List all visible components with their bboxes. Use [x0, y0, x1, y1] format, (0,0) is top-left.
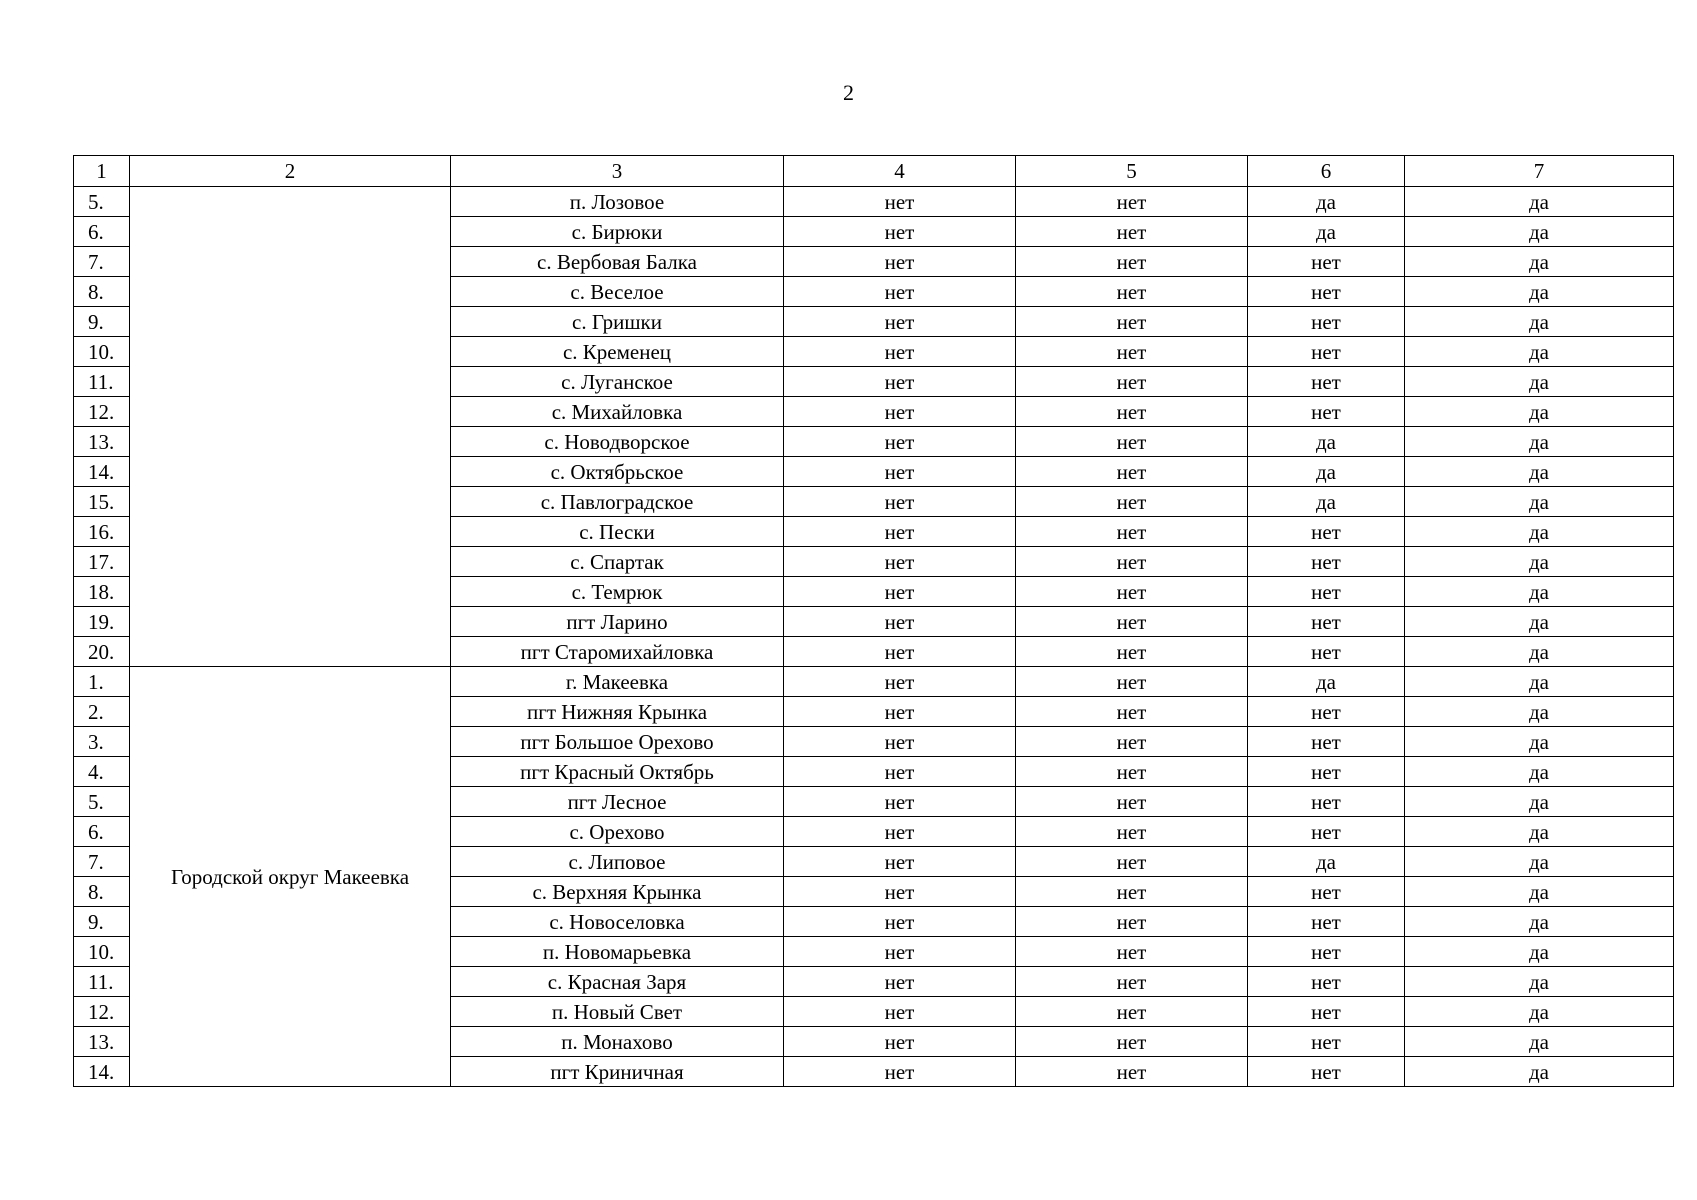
- cell-col-4: нет: [784, 607, 1016, 637]
- cell-col-6: нет: [1248, 307, 1405, 337]
- cell-col-7: да: [1405, 187, 1674, 217]
- cell-col-5: нет: [1016, 427, 1248, 457]
- row-number: 7.: [74, 847, 130, 877]
- cell-col-7: да: [1405, 577, 1674, 607]
- header-cell-5: 5: [1016, 156, 1248, 187]
- cell-col-7: да: [1405, 817, 1674, 847]
- cell-col-5: нет: [1016, 967, 1248, 997]
- row-number: 10.: [74, 937, 130, 967]
- row-number: 1.: [74, 667, 130, 697]
- row-number: 11.: [74, 367, 130, 397]
- cell-col-5: нет: [1016, 217, 1248, 247]
- cell-col-4: нет: [784, 637, 1016, 667]
- cell-col-5: нет: [1016, 337, 1248, 367]
- cell-col-6: нет: [1248, 577, 1405, 607]
- cell-col-7: да: [1405, 757, 1674, 787]
- row-number: 10.: [74, 337, 130, 367]
- row-number: 13.: [74, 427, 130, 457]
- row-number: 9.: [74, 907, 130, 937]
- cell-col-5: нет: [1016, 367, 1248, 397]
- cell-col-4: нет: [784, 697, 1016, 727]
- row-number: 16.: [74, 517, 130, 547]
- settlement-name: с. Пески: [451, 517, 784, 547]
- row-number: 11.: [74, 967, 130, 997]
- cell-col-5: нет: [1016, 247, 1248, 277]
- cell-col-6: нет: [1248, 817, 1405, 847]
- cell-col-4: нет: [784, 217, 1016, 247]
- settlement-name: с. Михайловка: [451, 397, 784, 427]
- cell-col-5: нет: [1016, 877, 1248, 907]
- cell-col-4: нет: [784, 847, 1016, 877]
- cell-col-7: да: [1405, 907, 1674, 937]
- cell-col-5: нет: [1016, 637, 1248, 667]
- row-number: 17.: [74, 547, 130, 577]
- row-number: 6.: [74, 217, 130, 247]
- settlement-name: с. Новоселовка: [451, 907, 784, 937]
- cell-col-4: нет: [784, 547, 1016, 577]
- row-number: 19.: [74, 607, 130, 637]
- row-number: 8.: [74, 877, 130, 907]
- cell-col-6: нет: [1248, 337, 1405, 367]
- settlements-table: [73, 155, 1674, 1087]
- cell-col-6: да: [1248, 187, 1405, 217]
- cell-col-4: нет: [784, 427, 1016, 457]
- cell-col-4: нет: [784, 487, 1016, 517]
- cell-col-7: да: [1405, 457, 1674, 487]
- settlement-name: п. Монахово: [451, 1027, 784, 1057]
- cell-col-7: да: [1405, 217, 1674, 247]
- cell-col-4: нет: [784, 997, 1016, 1027]
- cell-col-4: нет: [784, 757, 1016, 787]
- cell-col-7: да: [1405, 397, 1674, 427]
- row-number: 20.: [74, 637, 130, 667]
- cell-col-6: нет: [1248, 997, 1405, 1027]
- cell-col-4: нет: [784, 277, 1016, 307]
- cell-col-5: нет: [1016, 937, 1248, 967]
- cell-col-4: нет: [784, 667, 1016, 697]
- row-number: 5.: [74, 187, 130, 217]
- header-cell-4: 4: [784, 156, 1016, 187]
- settlement-name: с. Луганское: [451, 367, 784, 397]
- cell-col-6: нет: [1248, 367, 1405, 397]
- row-number: 15.: [74, 487, 130, 517]
- header-cell-7: 7: [1405, 156, 1674, 187]
- cell-col-5: нет: [1016, 1057, 1248, 1087]
- cell-col-6: нет: [1248, 1027, 1405, 1057]
- cell-col-5: нет: [1016, 667, 1248, 697]
- cell-col-7: да: [1405, 967, 1674, 997]
- cell-col-5: нет: [1016, 187, 1248, 217]
- settlement-name: п. Лозовое: [451, 187, 784, 217]
- row-number: 14.: [74, 457, 130, 487]
- table-header: [74, 156, 1674, 187]
- settlement-name: с. Липовое: [451, 847, 784, 877]
- cell-col-5: нет: [1016, 307, 1248, 337]
- cell-col-7: да: [1405, 427, 1674, 457]
- settlement-name: с. Орехово: [451, 817, 784, 847]
- table-row: [74, 667, 1674, 697]
- cell-col-7: да: [1405, 877, 1674, 907]
- settlement-name: пгт Ларино: [451, 607, 784, 637]
- cell-col-4: нет: [784, 907, 1016, 937]
- cell-col-5: нет: [1016, 577, 1248, 607]
- cell-col-6: нет: [1248, 757, 1405, 787]
- settlement-name: пгт Лесное: [451, 787, 784, 817]
- cell-col-5: нет: [1016, 397, 1248, 427]
- row-number: 14.: [74, 1057, 130, 1087]
- cell-col-7: да: [1405, 1027, 1674, 1057]
- cell-col-4: нет: [784, 1057, 1016, 1087]
- cell-col-7: да: [1405, 247, 1674, 277]
- cell-col-4: нет: [784, 817, 1016, 847]
- settlement-name: с. Кременец: [451, 337, 784, 367]
- cell-col-6: да: [1248, 847, 1405, 877]
- cell-col-5: нет: [1016, 847, 1248, 877]
- cell-col-4: нет: [784, 457, 1016, 487]
- cell-col-7: да: [1405, 487, 1674, 517]
- cell-col-4: нет: [784, 307, 1016, 337]
- cell-col-7: да: [1405, 547, 1674, 577]
- header-cell-1: 1: [74, 156, 130, 187]
- cell-col-5: нет: [1016, 277, 1248, 307]
- cell-col-5: нет: [1016, 517, 1248, 547]
- cell-col-6: нет: [1248, 247, 1405, 277]
- cell-col-6: нет: [1248, 517, 1405, 547]
- cell-col-5: нет: [1016, 457, 1248, 487]
- header-row: [74, 156, 1674, 187]
- row-number: 5.: [74, 787, 130, 817]
- cell-col-4: нет: [784, 247, 1016, 277]
- settlement-name: г. Макеевка: [451, 667, 784, 697]
- cell-col-7: да: [1405, 727, 1674, 757]
- cell-col-6: нет: [1248, 277, 1405, 307]
- row-number: 2.: [74, 697, 130, 727]
- cell-col-4: нет: [784, 577, 1016, 607]
- row-number: 3.: [74, 727, 130, 757]
- cell-col-5: нет: [1016, 607, 1248, 637]
- settlement-name: пгт Старомихайловка: [451, 637, 784, 667]
- cell-col-7: да: [1405, 637, 1674, 667]
- cell-col-7: да: [1405, 667, 1674, 697]
- cell-col-5: нет: [1016, 547, 1248, 577]
- cell-col-4: нет: [784, 727, 1016, 757]
- cell-col-6: да: [1248, 427, 1405, 457]
- cell-col-6: да: [1248, 667, 1405, 697]
- page-number: 2: [843, 80, 854, 105]
- cell-col-7: да: [1405, 277, 1674, 307]
- settlement-name: с. Октябрьское: [451, 457, 784, 487]
- district-name: Городской округ Макеевка: [130, 667, 451, 1087]
- cell-col-6: да: [1248, 217, 1405, 247]
- row-number: 13.: [74, 1027, 130, 1057]
- settlement-name: с. Гришки: [451, 307, 784, 337]
- cell-col-5: нет: [1016, 1027, 1248, 1057]
- cell-col-6: нет: [1248, 547, 1405, 577]
- row-number: 12.: [74, 997, 130, 1027]
- district-name: [130, 187, 451, 667]
- cell-col-4: нет: [784, 787, 1016, 817]
- cell-col-7: да: [1405, 937, 1674, 967]
- cell-col-5: нет: [1016, 697, 1248, 727]
- table-row: [74, 187, 1674, 217]
- row-number: 4.: [74, 757, 130, 787]
- cell-col-5: нет: [1016, 907, 1248, 937]
- cell-col-4: нет: [784, 397, 1016, 427]
- cell-col-4: нет: [784, 337, 1016, 367]
- cell-col-5: нет: [1016, 727, 1248, 757]
- cell-col-7: да: [1405, 787, 1674, 817]
- cell-col-4: нет: [784, 517, 1016, 547]
- cell-col-7: да: [1405, 697, 1674, 727]
- settlement-name: с. Верхняя Крынка: [451, 877, 784, 907]
- settlement-name: с. Темрюк: [451, 577, 784, 607]
- cell-col-7: да: [1405, 367, 1674, 397]
- table-body: [74, 187, 1674, 1087]
- settlement-name: п. Новый Свет: [451, 997, 784, 1027]
- cell-col-7: да: [1405, 847, 1674, 877]
- cell-col-7: да: [1405, 337, 1674, 367]
- settlement-name: с. Бирюки: [451, 217, 784, 247]
- cell-col-6: нет: [1248, 967, 1405, 997]
- settlement-name: пгт Большое Орехово: [451, 727, 784, 757]
- settlement-name: пгт Нижняя Крынка: [451, 697, 784, 727]
- cell-col-5: нет: [1016, 817, 1248, 847]
- settlement-name: п. Новомарьевка: [451, 937, 784, 967]
- cell-col-6: нет: [1248, 397, 1405, 427]
- settlement-name: с. Веселое: [451, 277, 784, 307]
- cell-col-4: нет: [784, 187, 1016, 217]
- row-number: 8.: [74, 277, 130, 307]
- cell-col-4: нет: [784, 877, 1016, 907]
- cell-col-5: нет: [1016, 487, 1248, 517]
- settlement-name: с. Вербовая Балка: [451, 247, 784, 277]
- settlement-name: с. Красная Заря: [451, 967, 784, 997]
- cell-col-7: да: [1405, 517, 1674, 547]
- header-cell-6: 6: [1248, 156, 1405, 187]
- cell-col-4: нет: [784, 967, 1016, 997]
- row-number: 18.: [74, 577, 130, 607]
- header-cell-3: 3: [451, 156, 784, 187]
- cell-col-7: да: [1405, 1057, 1674, 1087]
- cell-col-6: нет: [1248, 937, 1405, 967]
- cell-col-6: нет: [1248, 1057, 1405, 1087]
- cell-col-5: нет: [1016, 787, 1248, 817]
- row-number: 9.: [74, 307, 130, 337]
- cell-col-6: нет: [1248, 727, 1405, 757]
- settlement-name: с. Павлоградское: [451, 487, 784, 517]
- cell-col-6: нет: [1248, 907, 1405, 937]
- cell-col-4: нет: [784, 937, 1016, 967]
- settlement-name: с. Спартак: [451, 547, 784, 577]
- cell-col-7: да: [1405, 607, 1674, 637]
- row-number: 7.: [74, 247, 130, 277]
- settlement-name: пгт Красный Октябрь: [451, 757, 784, 787]
- settlement-name: пгт Криничная: [451, 1057, 784, 1087]
- settlement-name: с. Новодворское: [451, 427, 784, 457]
- cell-col-7: да: [1405, 307, 1674, 337]
- cell-col-5: нет: [1016, 757, 1248, 787]
- cell-col-6: нет: [1248, 877, 1405, 907]
- row-number: 12.: [74, 397, 130, 427]
- cell-col-6: да: [1248, 487, 1405, 517]
- cell-col-6: нет: [1248, 697, 1405, 727]
- cell-col-7: да: [1405, 997, 1674, 1027]
- cell-col-6: нет: [1248, 607, 1405, 637]
- header-cell-2: 2: [130, 156, 451, 187]
- cell-col-6: нет: [1248, 637, 1405, 667]
- cell-col-6: да: [1248, 457, 1405, 487]
- cell-col-4: нет: [784, 367, 1016, 397]
- cell-col-4: нет: [784, 1027, 1016, 1057]
- cell-col-6: нет: [1248, 787, 1405, 817]
- row-number: 6.: [74, 817, 130, 847]
- cell-col-5: нет: [1016, 997, 1248, 1027]
